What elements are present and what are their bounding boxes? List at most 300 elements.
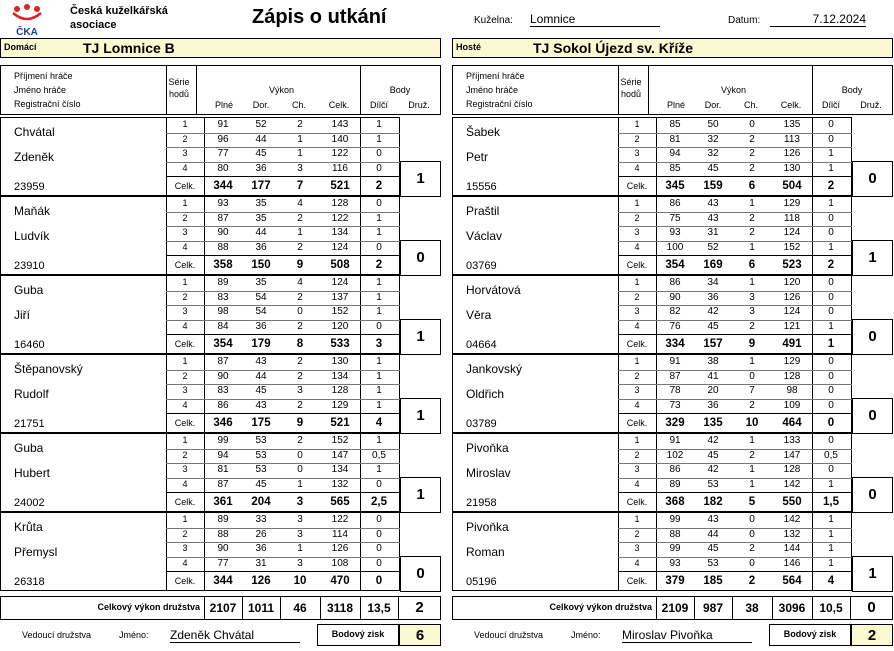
series-value: 1 (297, 148, 303, 159)
series-value: 0 (749, 119, 755, 130)
player-first-name: Miroslav (466, 466, 511, 480)
total-row-divider (166, 492, 400, 493)
points-gain-value: 2 (851, 624, 893, 646)
series-value: 0 (828, 277, 834, 288)
player-first-name: Jiří (14, 308, 30, 322)
celk-label: Celk. (174, 181, 196, 191)
header-player-name: Jméno hráče (14, 85, 67, 95)
series-value: 32 (707, 133, 719, 145)
celk-label: Celk. (626, 418, 648, 428)
series-value: 124 (331, 241, 349, 253)
series-value: 122 (331, 148, 349, 159)
total-row-divider (618, 571, 852, 572)
series-value: 87 (217, 478, 229, 490)
series-value: 33 (255, 514, 267, 525)
series-value: 2 (297, 320, 303, 332)
player-registration: 03789 (466, 418, 497, 430)
series-number: 2 (182, 449, 188, 460)
player-total-value: 508 (330, 259, 350, 271)
series-value: 76 (669, 320, 681, 332)
team-point-value: 1 (416, 486, 425, 503)
header-ch: Ch. (743, 100, 758, 110)
series-value: 2 (749, 212, 755, 224)
player-total-value: 521 (330, 417, 350, 429)
series-number: 1 (634, 198, 640, 208)
series-value: 3 (297, 528, 303, 540)
series-value: 45 (255, 385, 267, 396)
player-total-value: 504 (782, 180, 802, 192)
header-series: Série (168, 77, 190, 87)
series-value: 0 (828, 356, 834, 367)
series-number: 3 (182, 306, 188, 316)
series-value: 80 (217, 162, 229, 174)
series-value: 0 (828, 306, 834, 317)
series-value: 3 (297, 514, 303, 525)
header-celk: Celk. (328, 100, 350, 110)
series-value: 142 (783, 478, 801, 490)
series-value: 128 (783, 464, 801, 475)
header-player-surname: Příjmení hráče (14, 71, 73, 81)
series-value: 147 (331, 449, 349, 461)
series-value: 1 (828, 162, 834, 174)
series-value: 87 (669, 370, 681, 382)
player-surname: Krůta (14, 520, 43, 534)
series-value: 31 (707, 227, 719, 238)
series-value: 45 (707, 320, 719, 332)
series-value: 43 (707, 198, 719, 209)
series-value: 50 (707, 119, 719, 130)
series-value: 0 (828, 370, 834, 382)
logo-text: ČKA (16, 27, 38, 37)
series-number: 4 (182, 162, 188, 173)
series-value: 2 (749, 162, 755, 174)
celk-label: Celk. (626, 497, 648, 507)
series-value: 129 (783, 198, 801, 209)
series-value: 90 (669, 291, 681, 303)
series-value: 88 (669, 528, 681, 540)
captain-name: Miroslav Pivoňka (622, 628, 752, 643)
player-total-value: 4 (827, 575, 835, 587)
series-value: 1 (376, 277, 382, 288)
series-value: 0 (376, 557, 382, 569)
player-total-value: 6 (748, 259, 756, 271)
series-value: 2 (749, 543, 755, 554)
series-value: 77 (217, 557, 229, 569)
series-value: 86 (669, 198, 681, 209)
series-value: 91 (669, 356, 681, 367)
captain-label: Vedoucí družstva (474, 630, 544, 640)
series-number: 1 (182, 514, 188, 524)
series-value: 0,5 (824, 449, 838, 461)
team-point-value: 1 (868, 249, 877, 266)
captain-name-label: Jméno: (571, 630, 601, 640)
series-value: 3 (749, 291, 755, 303)
series-value: 1 (749, 356, 755, 367)
player-surname: Guba (14, 441, 44, 455)
series-value: 144 (783, 543, 801, 554)
series-value: 122 (331, 514, 349, 525)
cka-logo (8, 3, 46, 37)
series-value: 38 (707, 356, 719, 367)
total-row-divider (166, 334, 400, 335)
player-total-value: 150 (251, 259, 271, 271)
team-total-value: 46 (293, 601, 307, 615)
series-number: 4 (182, 557, 188, 568)
series-value: 133 (783, 435, 801, 446)
series-value: 87 (217, 212, 229, 224)
celk-label: Celk. (626, 576, 648, 586)
series-value: 134 (331, 227, 349, 238)
player-total-value: 175 (251, 417, 271, 429)
series-value: 132 (783, 528, 801, 540)
series-value: 43 (707, 514, 719, 525)
series-value: 0 (828, 227, 834, 238)
header-player-surname: Příjmení hráče (466, 71, 525, 81)
series-value: 128 (331, 198, 349, 209)
series-value: 1 (376, 291, 382, 303)
series-value: 26 (255, 528, 267, 540)
series-value: 134 (331, 370, 349, 382)
header-druz: Druž. (860, 100, 882, 110)
series-number: 4 (182, 478, 188, 489)
player-surname: Praštil (466, 204, 500, 218)
player-surname: Maňák (14, 204, 51, 218)
player-total-value: 1 (827, 338, 835, 350)
player-total-value: 470 (330, 575, 350, 587)
series-value: 1 (828, 320, 834, 332)
player-total-value: 185 (703, 575, 723, 587)
series-value: 1 (828, 528, 834, 540)
series-number: 2 (182, 291, 188, 302)
series-value: 53 (255, 449, 267, 461)
team-point-value: 1 (416, 170, 425, 187)
series-value: 91 (217, 119, 229, 130)
player-first-name: Ludvík (14, 229, 50, 243)
series-value: 83 (217, 385, 229, 396)
series-value: 3 (297, 557, 303, 569)
player-total-value: 344 (213, 575, 233, 587)
series-value: 128 (783, 370, 801, 382)
celk-label: Celk. (626, 181, 648, 191)
team-total-value: 1011 (247, 601, 275, 615)
series-value: 82 (669, 306, 681, 317)
series-value: 93 (217, 198, 229, 209)
player-total-value: 354 (665, 259, 685, 271)
series-number: 4 (634, 478, 640, 489)
header-divider (648, 65, 649, 115)
player-registration: 15556 (466, 181, 497, 193)
series-value: 90 (217, 227, 229, 238)
header-player-name: Jméno hráče (466, 85, 519, 95)
series-value: 135 (783, 119, 801, 130)
series-value: 89 (217, 514, 229, 525)
series-value: 42 (707, 435, 719, 446)
header-druz: Druž. (408, 100, 430, 110)
series-value: 98 (217, 306, 229, 317)
player-total-value: 3 (296, 496, 304, 508)
series-value: 114 (332, 528, 348, 540)
series-number: 4 (182, 399, 188, 410)
series-value: 88 (217, 241, 229, 253)
player-total-value: 135 (703, 417, 723, 429)
team-total-label: Celkový výkon družstva (97, 602, 200, 612)
player-total-value: 564 (782, 575, 802, 587)
series-value: 0 (297, 464, 303, 475)
series-value: 53 (707, 557, 719, 569)
page-title: Zápis o utkání (252, 6, 387, 28)
series-value: 99 (669, 514, 681, 525)
series-value: 43 (707, 212, 719, 224)
player-registration: 23910 (14, 260, 45, 272)
series-value: 2 (297, 356, 303, 367)
team-total-value: 2107 (209, 601, 237, 615)
series-value: 126 (783, 148, 801, 159)
away-tag: Hosté (456, 42, 482, 52)
player-total-value: 3 (375, 338, 383, 350)
series-value: 152 (331, 306, 349, 317)
series-value: 0 (376, 148, 382, 159)
series-value: 81 (669, 133, 681, 145)
series-value: 2 (749, 133, 755, 145)
team-total-value: 3118 (326, 601, 354, 615)
series-value: 1 (376, 399, 382, 411)
series-value: 36 (707, 291, 719, 303)
player-registration: 03769 (466, 260, 497, 272)
series-value: 0 (828, 464, 834, 475)
series-value: 91 (669, 435, 681, 446)
team-total-label: Celkový výkon družstva (549, 602, 652, 612)
series-value: 2 (297, 291, 303, 303)
player-total-value: 6 (748, 180, 756, 192)
series-value: 142 (783, 514, 801, 525)
series-value: 0 (376, 478, 382, 490)
header-dilci: Dílčí (822, 100, 840, 110)
player-first-name: Věra (466, 308, 492, 322)
celk-label: Celk. (174, 260, 196, 270)
team-total-value: 38 (745, 601, 759, 615)
player-first-name: Zdeněk (14, 150, 55, 164)
series-value: 44 (255, 370, 267, 382)
series-value: 1 (828, 148, 834, 159)
header-divider (166, 65, 167, 115)
series-value: 3 (297, 385, 303, 396)
series-value: 1 (749, 198, 755, 209)
player-total-value: 368 (665, 496, 685, 508)
team-total-value: 2109 (661, 601, 689, 615)
header-celk: Celk. (780, 100, 802, 110)
team-point-value: 0 (868, 486, 877, 503)
series-value: 1 (376, 227, 382, 238)
series-value: 45 (707, 543, 719, 554)
series-value: 1 (749, 464, 755, 475)
series-value: 1 (376, 356, 382, 367)
player-total-value: 10 (293, 575, 307, 587)
player-registration: 21958 (466, 497, 497, 509)
series-value: 88 (217, 528, 229, 540)
player-total-value: 157 (703, 338, 723, 350)
series-value: 89 (669, 478, 681, 490)
series-value: 81 (217, 464, 229, 475)
header-body: Body (389, 85, 411, 95)
series-value: 0 (828, 119, 834, 130)
player-total-value: 9 (296, 259, 304, 271)
series-value: 96 (217, 133, 229, 145)
celk-label: Celk. (174, 497, 196, 507)
series-number: 4 (634, 241, 640, 252)
header-body: Body (841, 85, 863, 95)
series-number: 3 (634, 306, 640, 316)
series-number: 1 (182, 277, 188, 287)
series-value: 129 (783, 356, 801, 367)
player-total-value: 2,5 (371, 496, 387, 508)
series-value: 1 (297, 543, 303, 554)
total-row-divider (618, 255, 852, 256)
header-plne: Plné (214, 100, 233, 110)
series-value: 1 (828, 241, 834, 253)
series-value: 3 (297, 162, 303, 174)
player-surname: Pivoňka (466, 520, 509, 534)
series-value: 43 (255, 356, 267, 367)
series-value: 44 (255, 133, 267, 145)
series-number: 4 (182, 320, 188, 331)
player-total-value: 1,5 (823, 496, 839, 508)
series-value: 2 (749, 399, 755, 411)
series-value: 45 (707, 162, 719, 174)
series-value: 85 (669, 162, 681, 174)
series-value: 2 (297, 399, 303, 411)
series-number: 2 (182, 133, 188, 144)
header-dor: Dor. (252, 100, 270, 110)
series-value: 3 (749, 306, 755, 317)
series-value: 1 (376, 212, 382, 224)
series-value: 0 (828, 291, 834, 303)
player-total-value: 2 (827, 180, 835, 192)
series-value: 36 (255, 162, 267, 174)
header-series-2: hodů (620, 89, 642, 99)
org-name-line2: asociace (70, 19, 117, 31)
series-value: 99 (217, 435, 229, 446)
player-total-value: 159 (703, 180, 723, 192)
series-value: 31 (255, 557, 267, 569)
total-row-divider (166, 176, 400, 177)
series-value: 2 (749, 449, 755, 461)
series-value: 90 (217, 543, 229, 554)
series-value: 94 (669, 148, 681, 159)
player-total-value: 177 (251, 180, 271, 192)
series-value: 122 (331, 212, 349, 224)
series-value: 2 (749, 227, 755, 238)
series-value: 34 (707, 277, 719, 288)
team-total-value: 10,5 (819, 601, 843, 615)
series-number: 4 (634, 399, 640, 410)
player-total-value: 358 (213, 259, 233, 271)
series-number: 3 (634, 543, 640, 553)
series-value: 84 (217, 320, 229, 332)
total-row-divider (166, 255, 400, 256)
series-value: 45 (255, 478, 267, 490)
series-value: 90 (217, 370, 229, 382)
series-value: 152 (331, 435, 349, 446)
team-point-value: 0 (868, 328, 877, 345)
series-value: 0 (376, 320, 382, 332)
series-value: 2 (749, 320, 755, 332)
team-point-value: 1 (416, 328, 425, 345)
series-number: 3 (182, 227, 188, 237)
series-number: 2 (634, 528, 640, 539)
series-number: 1 (634, 356, 640, 366)
series-number: 3 (182, 464, 188, 474)
series-value: 99 (669, 543, 681, 554)
header-series-2: hodů (168, 89, 190, 99)
header-player-reg: Registrační číslo (14, 99, 81, 109)
player-registration: 26318 (14, 576, 45, 588)
series-value: 45 (707, 449, 719, 461)
series-value: 36 (707, 399, 719, 411)
series-value: 0 (749, 528, 755, 540)
series-value: 116 (332, 162, 348, 174)
series-value: 146 (783, 557, 801, 569)
series-value: 0 (828, 399, 834, 411)
series-value: 100 (666, 241, 684, 253)
player-total-value: 550 (782, 496, 802, 508)
series-value: 4 (297, 277, 303, 288)
org-name-line1: Česká kuželkářská (70, 5, 168, 17)
series-value: 0 (749, 557, 755, 569)
player-total-value: 0 (375, 575, 383, 587)
player-surname: Guba (14, 283, 44, 297)
player-total-value: 345 (665, 180, 685, 192)
series-value: 2 (297, 119, 303, 130)
series-value: 85 (669, 119, 681, 130)
player-total-value: 5 (748, 496, 756, 508)
header-divider (196, 65, 197, 115)
series-value: 0 (376, 514, 382, 525)
date-value: 7.12.2024 (770, 12, 866, 27)
series-value: 0 (749, 370, 755, 382)
player-total-value: 4 (375, 417, 383, 429)
player-total-value: 334 (665, 338, 685, 350)
celk-label: Celk. (626, 339, 648, 349)
player-registration: 05196 (466, 576, 497, 588)
total-row-divider (166, 571, 400, 572)
player-registration: 04664 (466, 339, 497, 351)
team-point-value: 1 (868, 565, 877, 582)
total-row-divider (618, 413, 852, 414)
series-number: 2 (634, 133, 640, 144)
series-number: 3 (634, 227, 640, 237)
series-value: 1 (297, 133, 303, 145)
series-value: 126 (783, 291, 801, 303)
player-total-value: 126 (251, 575, 271, 587)
player-total-value: 361 (213, 496, 233, 508)
player-total-value: 204 (251, 496, 271, 508)
series-value: 120 (331, 320, 349, 332)
series-value: 1 (749, 241, 755, 253)
player-total-value: 344 (213, 180, 233, 192)
series-value: 132 (331, 478, 349, 490)
player-surname: Šabek (466, 125, 501, 139)
series-value: 53 (707, 478, 719, 490)
series-value: 0,5 (372, 449, 386, 461)
series-value: 1 (749, 435, 755, 446)
series-value: 134 (331, 464, 349, 475)
series-value: 35 (255, 212, 267, 224)
series-value: 0 (376, 198, 382, 209)
series-value: 35 (255, 277, 267, 288)
series-value: 1 (749, 277, 755, 288)
points-gain-label: Bodový zisk (783, 629, 837, 639)
series-value: 42 (707, 306, 719, 317)
